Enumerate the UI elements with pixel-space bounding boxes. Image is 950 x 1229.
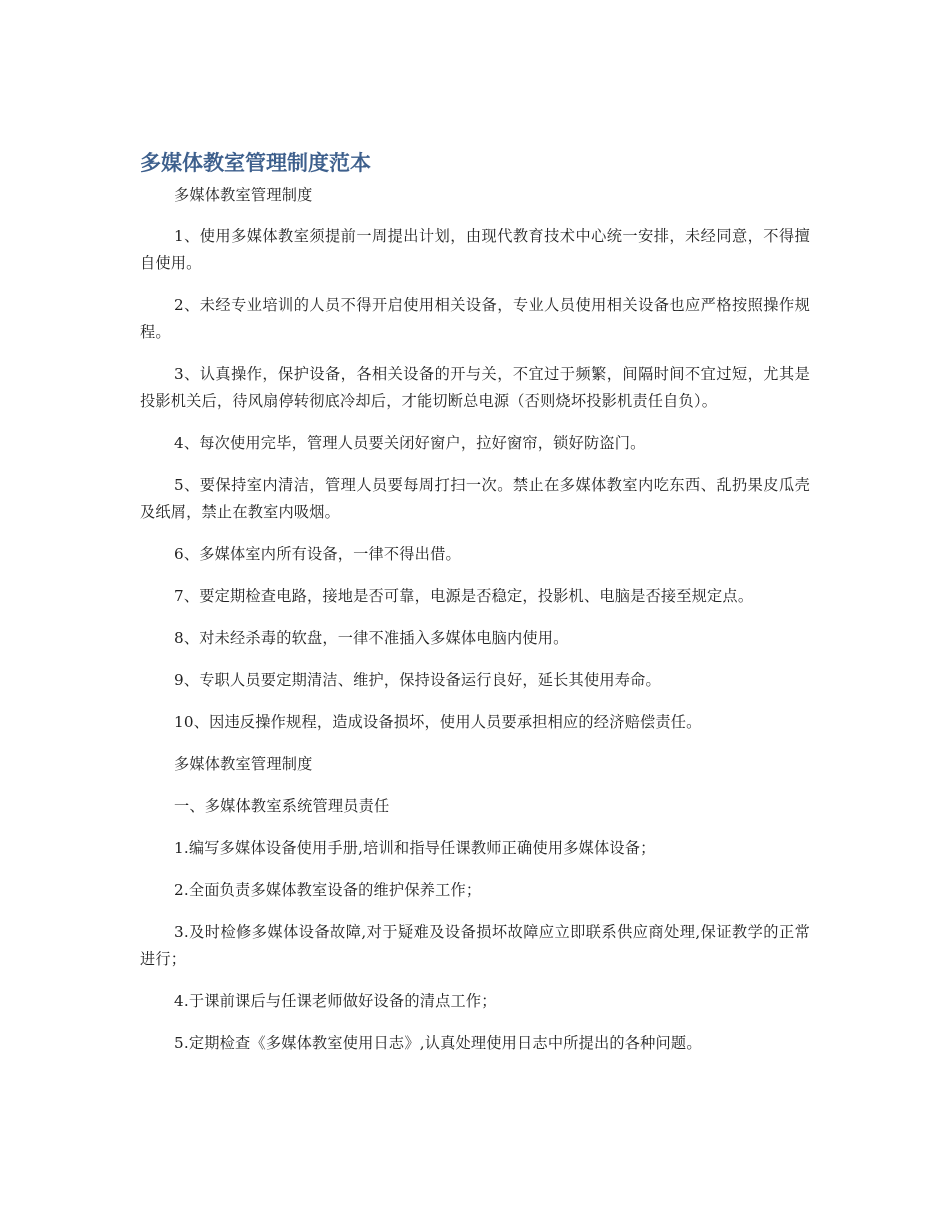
rule-paragraph: 5、要保持室内清洁，管理人员要每周打扫一次。禁止在多媒体教室内吃东西、乱扔果皮瓜壳及纸屑，禁止在教室内吸烟。 — [140, 476, 810, 521]
rule-paragraph: 4、每次使用完毕，管理人员要关闭好窗户，拉好窗帘，锁好防盗门。 — [174, 434, 646, 452]
duty-paragraph: 2.全面负责多媒体教室设备的维护保养工作； — [174, 881, 482, 899]
section-heading: 多媒体教室管理制度 — [174, 755, 313, 773]
duty-paragraph: 5.定期检查《多媒体教室使用日志》,认真处理使用日志中所提出的各种问题。 — [174, 1034, 702, 1052]
rule-paragraph: 9、专职人员要定期清洁、维护，保持设备运行良好，延长其使用寿命。 — [174, 671, 661, 689]
rule-paragraph: 6、多媒体室内所有设备，一律不得出借。 — [174, 545, 461, 563]
rule-paragraph: 10、因违反操作规程，造成设备损坏，使用人员要承担相应的经济赔偿责任。 — [174, 713, 702, 731]
duty-paragraph: 4.于课前课后与任课老师做好设备的清点工作； — [174, 992, 497, 1010]
document-body — [140, 148, 810, 1072]
rule-paragraph: 7、要定期检查电路，接地是否可靠，电源是否稳定，投影机、电脑是否接至规定点。 — [174, 587, 754, 605]
duty-paragraph: 3.及时检修多媒体设备故障,对于疑难及设备损坏故障应立即联系供应商处理,保证教学的正常进行； — [140, 923, 810, 968]
duty-paragraph: 1.编写多媒体设备使用手册,培训和指导任课教师正确使用多媒体设备； — [174, 839, 656, 857]
rule-paragraph: 1、使用多媒体教室须提前一周提出计划，由现代教育技术中心统一安排，未经同意，不得擅自使用。 — [140, 227, 810, 272]
document-title: 多媒体教室管理制度范本 — [140, 151, 371, 175]
rule-paragraph: 8、对未经杀毒的软盘，一律不准插入多媒体电脑内使用。 — [174, 629, 569, 647]
section-heading: 多媒体教室管理制度 — [174, 186, 313, 204]
rule-paragraph: 3、认真操作，保护设备，各相关设备的开与关，不宜过于频繁，间隔时间不宜过短，尤其是投影机关后，待风扇停转彻底冷却后，才能切断总电源（否则烧坏投影机责任自负）。 — [140, 365, 810, 410]
rule-paragraph: 2、未经专业培训的人员不得开启使用相关设备，专业人员使用相关设备也应严格按照操作规程。 — [140, 296, 810, 341]
subsection-heading: 一、多媒体教室系统管理员责任 — [174, 797, 390, 815]
